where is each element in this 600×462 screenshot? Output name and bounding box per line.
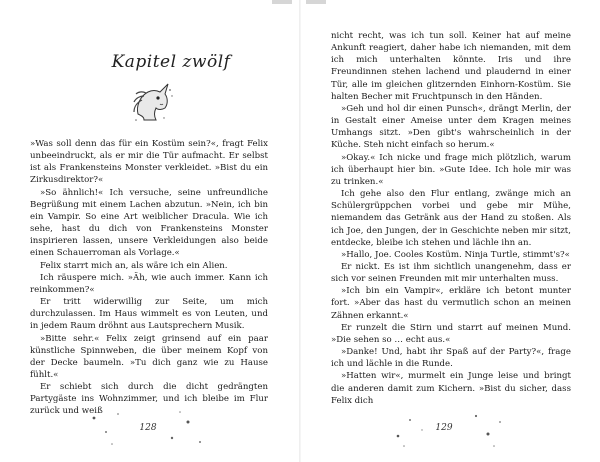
- paragraph: nicht recht, was ich tun soll. Keiner hat auf meine Ankunft reagiert, daher habe ich niemanden, mit dem ich mich unterhalten könnte. Iris und ihre Freundinnen stehen lachend und plaudernd in einer Tür, alle im gleichen glitzernden Einhorn-Kostüm. Sie halten Becher mit Fruchtpunsch in den Händen.: [331, 31, 571, 102]
- paragraph: »Hatten wir«, murmelt ein Junge leise und bringt die anderen damit zum Kichern. »Bist du sicher, dass Felix dich: [331, 371, 571, 406]
- paragraph: Er tritt widerwillig zur Seite, um mich durchzulassen. Im Haus wimmelt es von Leuten, und in jedem Raum dröhnt aus Lautsprechern Musik.: [30, 297, 268, 332]
- paragraph: Er runzelt die Stirn und starrt auf meinen Mund. »Die sehen so … echt aus.«: [331, 322, 571, 345]
- right-page-text: [331, 30, 571, 407]
- paragraph: Ich räuspere mich. »Äh, wie auch immer. Kann ich reinkommen?«: [30, 272, 268, 295]
- chapter-title: Kapitel zwölf: [111, 52, 231, 72]
- unicorn-icon: [130, 80, 176, 124]
- paragraph: »Okay.« Ich nicke und frage mich plötzlich, warum ich überhaupt hier bin. »Gute Idee. Ich hole mir was zu trinken.«: [331, 152, 571, 187]
- right-page: [300, 0, 600, 462]
- left-page-text: [30, 138, 268, 418]
- paragraph: »Danke! Und, habt ihr Spaß auf der Party?«, frage ich und lächle in die Runde.: [331, 347, 571, 370]
- paragraph: Ich gehe also den Flur entlang, zwänge mich an Schülergrüppchen vorbei und gebe mir Mühe, niemandem das Getränk aus der Hand zu stoßen. Als ich Joe, den Jungen, der in Geschichte neben mir sitzt, entdecke, bleibe ich stehen und lächle ihn an.: [331, 189, 571, 248]
- paragraph: »Was soll denn das für ein Kostüm sein?«, fragt Felix unbeeindruckt, als er mir die Tür aufmacht. Er selbst ist als Frankensteins Monster verkleidet. »Bist du ein Zirkusdirektor?«: [30, 139, 268, 186]
- paragraph: »Bitte sehr.« Felix zeigt grinsend auf ein paar künstliche Spinnweben, die über meinem Kopf von der Decke baumeln. »Tu dich ganz wie zu Hause fühlt.«: [30, 333, 268, 380]
- page-number: 129: [435, 423, 453, 433]
- paragraph: »Geh und hol dir einen Punsch«, drängt Merlin, der in Gestalt einer Ameise unter dem Kragen meines Umhangs sitzt. »Den gibt's wahrscheinlich in der Küche. Steh nicht einfach so herum.«: [331, 103, 571, 151]
- paragraph: Er nickt. Es ist ihm sichtlich unangenehm, dass er sich vor seinen Freunden mit mir unterhalten muss.: [331, 261, 571, 285]
- paragraph: Er schiebt sich durch die dicht gedrängten Partygäste ins Wohnzimmer, und ich bleibe im Flur zurück und weiß: [30, 382, 268, 417]
- page-number: 128: [139, 423, 157, 433]
- paragraph: »Hallo, Joe. Cooles Kostüm. Ninja Turtle, stimmt's?«: [341, 249, 570, 260]
- paragraph: »So ähnlich!« Ich versuche, seine unfreundliche Begrüßung mit einem Lachen abzutun. »Nein, ich bin ein Vampir. So eine Art weiblicher Dracula. Wie ich sehe, hast du dich von Frankensteins Monster inspirieren lassen, unsere Verkleidungen also beide einen Schauerroman als Vorlage.«: [30, 187, 268, 259]
- paragraph: Felix starrt mich an, als wäre ich ein Alien.: [40, 260, 228, 271]
- paragraph: »Ich bin ein Vampir«, erkläre ich betont munter fort. »Aber das hast du vermutlich schon an meinen Zähnen erkannt.«: [331, 286, 571, 321]
